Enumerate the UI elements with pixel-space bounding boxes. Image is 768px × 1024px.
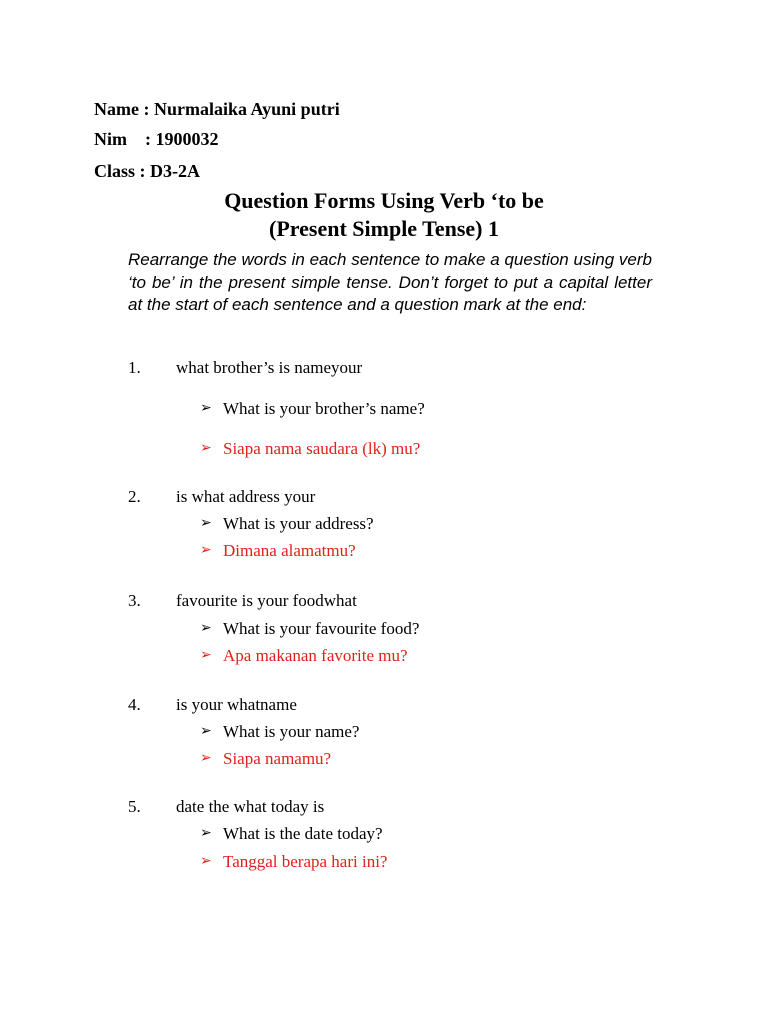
translation-text: Dimana alamatmu? (223, 541, 356, 560)
answer-text: What is your brother’s name? (223, 399, 425, 418)
answer-text: What is your name? (223, 722, 360, 741)
translation-item (200, 540, 356, 562)
scrambled-words: is your whatname (176, 695, 297, 714)
answer-item (200, 513, 374, 535)
answer-text: What is the date today? (223, 824, 383, 843)
nim-value: 1900032 (155, 129, 219, 149)
question-number: 5. (128, 797, 141, 816)
page-title-line-1: Question Forms Using Verb ‘to be (224, 188, 544, 213)
question-number: 4. (128, 695, 141, 714)
translation-text: Tanggal berapa hari ini? (223, 852, 388, 871)
scrambled-words: is what address your (176, 487, 316, 506)
scrambled-words: date the what today is (176, 797, 325, 816)
arrowhead-bullet-icon: ➢ (200, 401, 212, 416)
nim-label: Nim : (94, 129, 156, 149)
answer-item (200, 398, 425, 420)
answer-item (200, 721, 359, 743)
arrowhead-bullet-icon: ➢ (200, 724, 212, 739)
translation-text: Apa makanan favorite mu? (223, 646, 408, 665)
translation-item (200, 645, 408, 667)
class-value: D3-2A (150, 161, 201, 181)
name-label: Name : (94, 99, 154, 119)
scrambled-words: what brother’s is nameyour (176, 358, 363, 377)
arrowhead-bullet-icon: ➢ (200, 648, 212, 663)
name-line (94, 98, 340, 120)
translation-text: Siapa namamu? (223, 749, 332, 768)
answer-text: What is your address? (223, 514, 374, 533)
arrowhead-bullet-icon: ➢ (200, 441, 212, 456)
question-number: 3. (128, 591, 141, 610)
scrambled-words: favourite is your foodwhat (176, 591, 357, 610)
answer-item (200, 618, 419, 640)
nim-line (94, 128, 219, 150)
arrowhead-bullet-icon: ➢ (200, 621, 212, 636)
instructions-paragraph: Rearrange the words in each sentence to make a question using verb ‘to be’ in the present simple tense. Don’t forget to put a capital letter at the start of each sentence and a question mark at the end: (128, 250, 652, 314)
translation-item (200, 748, 331, 770)
translation-item (200, 438, 420, 460)
answer-item (200, 823, 383, 845)
arrowhead-bullet-icon: ➢ (200, 854, 212, 869)
class-line (94, 160, 200, 182)
name-value: Nurmalaika Ayuni putri (153, 99, 340, 119)
answer-text: What is your favourite food? (223, 619, 420, 638)
arrowhead-bullet-icon: ➢ (200, 826, 212, 841)
page-title-line-2: (Present Simple Tense) 1 (269, 216, 499, 241)
translation-item (200, 851, 387, 873)
translation-text: Siapa nama saudara (lk) mu? (223, 439, 421, 458)
class-label: Class : (94, 161, 151, 181)
question-number: 1. (128, 358, 141, 377)
arrowhead-bullet-icon: ➢ (200, 543, 212, 558)
question-number: 2. (128, 487, 141, 506)
arrowhead-bullet-icon: ➢ (200, 751, 212, 766)
arrowhead-bullet-icon: ➢ (200, 516, 212, 531)
